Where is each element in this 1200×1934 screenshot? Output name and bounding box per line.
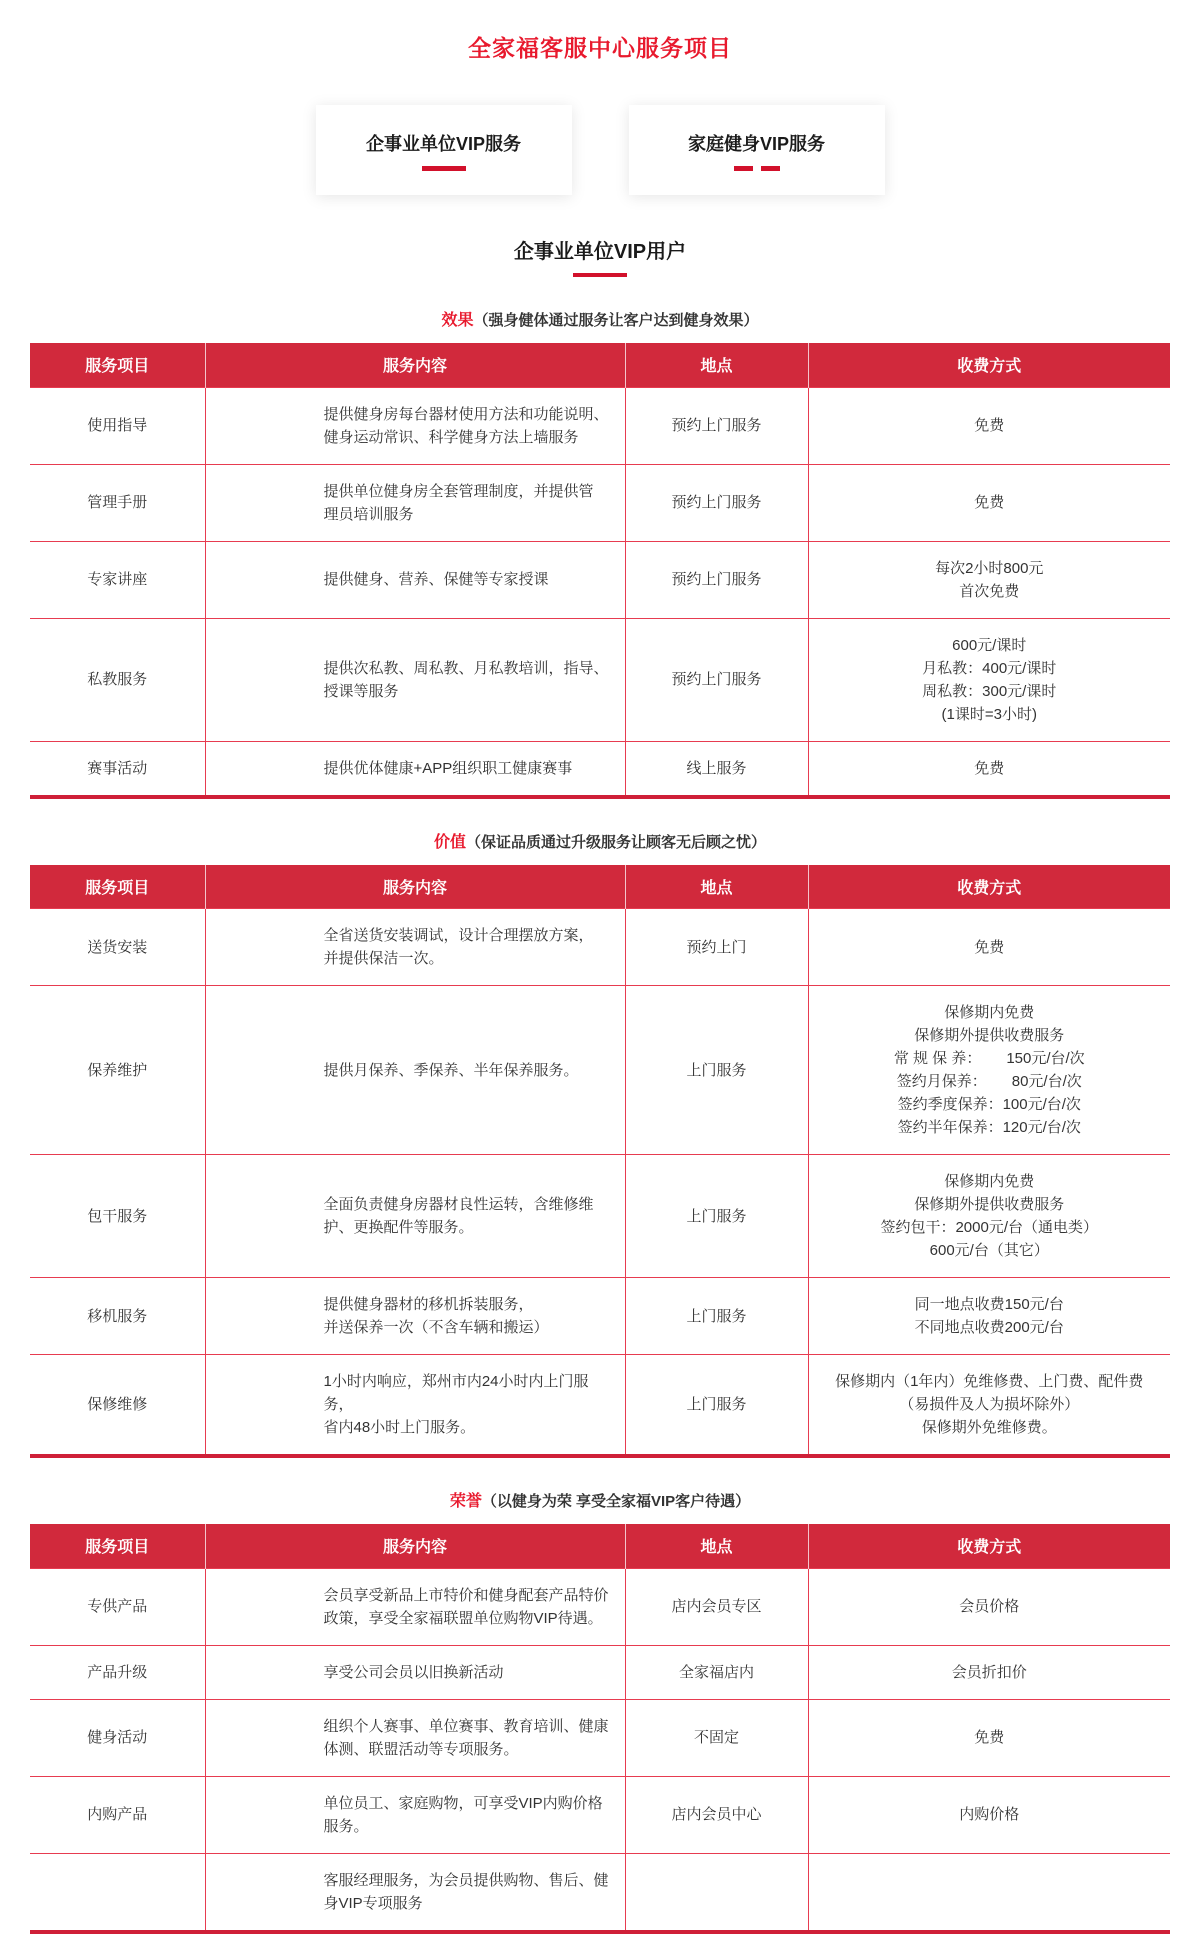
table-row — [30, 1568, 1170, 1645]
cell-content — [205, 1776, 625, 1853]
cell-item: 内购产品 — [30, 1776, 205, 1853]
cell-location: 上门服务 — [625, 986, 808, 1155]
cell-content — [205, 986, 625, 1155]
cell-item: 产品升级 — [30, 1645, 205, 1699]
table-header-row — [30, 865, 1170, 909]
tables — [0, 307, 1200, 1934]
fee-line: 免费 — [974, 759, 1005, 777]
cell-item: 专家讲座 — [30, 541, 205, 618]
section-subtitle: （以健身为荣 享受全家福VIP客户待遇） — [481, 1493, 751, 1510]
fee-line: 会员折扣价 — [951, 1663, 1027, 1681]
inactive-tab-underline — [734, 166, 780, 171]
content-line: 健身运动常识、科学健身方法上墙服务 — [323, 428, 579, 446]
tab-label: 企事业单位VIP服务 — [365, 133, 521, 154]
table-row — [30, 741, 1170, 797]
section-subtitle: （保证品质通过升级服务让顾客无后顾之忧） — [466, 833, 767, 851]
fee-line: 会员价格 — [959, 1598, 1020, 1615]
cell-location: 预约上门 — [625, 909, 808, 986]
table-header-cell: 服务内容 — [205, 1524, 625, 1568]
cell-content — [205, 1355, 625, 1457]
fee-line: 签约半年保养：120元/台/次 — [897, 1119, 1081, 1136]
table-row — [30, 1278, 1170, 1355]
cell-content — [205, 1278, 625, 1355]
section-label — [0, 307, 1200, 330]
service-table — [30, 343, 1170, 799]
content-line: 授课等服务 — [323, 682, 399, 700]
fee-line: 600元/台（其它） — [929, 1242, 1049, 1259]
fee-line: 常 规 保 养： 150元/台/次 — [893, 1050, 1085, 1067]
cell-item: 专供产品 — [30, 1568, 205, 1645]
cell-location: 不固定 — [625, 1699, 808, 1776]
content-line: 提供次私教、周私教、月私教培训，指导、 — [323, 659, 609, 677]
table-row — [30, 387, 1170, 464]
cell-fee — [808, 464, 1170, 541]
cell-content — [205, 1568, 625, 1645]
cell-fee — [808, 1699, 1170, 1776]
fee-line: 内购价格 — [959, 1806, 1020, 1823]
section-subtitle: （强身健体通过服务让客户达到健身效果） — [473, 312, 759, 329]
cell-item: 使用指导 — [30, 387, 205, 464]
content-line: 体测、联盟活动等专项服务。 — [323, 1740, 519, 1758]
active-tab-underline — [422, 166, 466, 171]
fee-line: 每次2小时800元 — [935, 559, 1044, 577]
cell-item: 管理手册 — [30, 464, 205, 541]
content-line: 理员培训服务 — [323, 505, 414, 523]
cell-location — [625, 1853, 808, 1932]
main-title-underline — [573, 273, 627, 277]
cell-content — [205, 1155, 625, 1278]
fee-line: (1课时=3小时) — [941, 705, 1037, 723]
fee-line: 保修期外免维修费。 — [921, 1419, 1057, 1436]
table-header-cell: 地点 — [625, 865, 808, 909]
content-line: 提供健身、营养、保健等专家授课 — [323, 571, 549, 588]
main-section-header — [0, 235, 1200, 277]
cell-item: 包干服务 — [30, 1155, 205, 1278]
page-title: 全家福客服中心服务项目 — [468, 35, 732, 61]
fee-line: 同一地点收费150元/台 — [914, 1296, 1064, 1313]
content-line: 护、更换配件等服务。 — [323, 1219, 474, 1236]
content-line: 全面负责健身房器材良性运转，含维修维 — [323, 1196, 594, 1213]
table-row — [30, 1776, 1170, 1853]
table-row — [30, 464, 1170, 541]
cell-fee — [808, 1645, 1170, 1699]
cell-fee — [808, 1568, 1170, 1645]
cell-item — [30, 1853, 205, 1932]
cell-item: 赛事活动 — [30, 741, 205, 797]
fee-line: 月私教：400元/课时 — [922, 659, 1057, 677]
section-name: 效果 — [441, 312, 474, 329]
content-line: 享受公司会员以旧换新活动 — [323, 1663, 504, 1681]
table-row — [30, 1699, 1170, 1776]
cell-fee — [808, 541, 1170, 618]
section-name: 荣誉 — [449, 1493, 482, 1510]
content-line: 1小时内响应，郑州市内24小时内上门服务， — [323, 1373, 589, 1413]
section-name: 价值 — [433, 833, 466, 851]
content-line: 并送保养一次（不含车辆和搬运） — [323, 1319, 549, 1336]
cell-fee — [808, 1278, 1170, 1355]
table-header-cell: 收费方式 — [808, 1524, 1170, 1568]
tab-label: 家庭健身VIP服务 — [687, 133, 825, 154]
fee-line: 不同地点收费200元/台 — [914, 1319, 1064, 1336]
fee-line: 首次免费 — [959, 582, 1020, 600]
cell-location: 上门服务 — [625, 1355, 808, 1457]
table-header-cell: 地点 — [625, 343, 808, 387]
cell-location: 预约上门服务 — [625, 541, 808, 618]
cell-location: 上门服务 — [625, 1155, 808, 1278]
cell-location: 线上服务 — [625, 741, 808, 797]
table-header-cell: 收费方式 — [808, 343, 1170, 387]
cell-fee — [808, 387, 1170, 464]
cell-location: 预约上门服务 — [625, 464, 808, 541]
cell-location: 上门服务 — [625, 1278, 808, 1355]
table-header-cell: 服务项目 — [30, 865, 205, 909]
cell-fee — [808, 909, 1170, 986]
content-line: 提供单位健身房全套管理制度，并提供管 — [323, 482, 594, 500]
content-line: 会员享受新品上市特价和健身配套产品特价 — [323, 1586, 609, 1604]
content-line: 提供健身房每台器材使用方法和功能说明、 — [323, 405, 609, 423]
table-header-row — [30, 1524, 1170, 1568]
cell-content — [205, 387, 625, 464]
content-line: 单位员工、家庭购物，可享受VIP内购价格服务。 — [323, 1794, 603, 1835]
table-row — [30, 618, 1170, 741]
cell-location: 预约上门服务 — [625, 387, 808, 464]
cell-item: 保养维护 — [30, 986, 205, 1155]
table-header-cell: 收费方式 — [808, 865, 1170, 909]
cell-location: 预约上门服务 — [625, 618, 808, 741]
fee-line: （易损件及人为损坏除外） — [899, 1396, 1080, 1413]
fee-line: 保修期外提供收费服务 — [914, 1027, 1065, 1044]
main-section-title: 企事业单位VIP用户 — [513, 241, 687, 263]
cell-fee — [808, 1155, 1170, 1278]
table-row — [30, 541, 1170, 618]
cell-location: 店内会员专区 — [625, 1568, 808, 1645]
cell-content — [205, 541, 625, 618]
content-line: 组织个人赛事、单位赛事、教育培训、健康 — [323, 1717, 609, 1735]
content-line: 客服经理服务，为会员提供购物、售后、健 — [323, 1871, 609, 1889]
tab-enterprise-vip[interactable] — [316, 105, 572, 195]
cell-location: 店内会员中心 — [625, 1776, 808, 1853]
table-row — [30, 909, 1170, 986]
cell-content — [205, 741, 625, 797]
table-header-cell: 地点 — [625, 1524, 808, 1568]
cell-fee — [808, 741, 1170, 797]
table-row — [30, 986, 1170, 1155]
table-row — [30, 1853, 1170, 1932]
table-row — [30, 1155, 1170, 1278]
cell-content — [205, 464, 625, 541]
fee-line: 保修期内（1年内）免维修费、上门费、配件费 — [835, 1373, 1144, 1390]
cell-fee — [808, 1355, 1170, 1457]
table-header-row — [30, 343, 1170, 387]
cell-fee — [808, 1776, 1170, 1853]
fee-line: 保修期外提供收费服务 — [914, 1196, 1065, 1213]
cell-content — [205, 618, 625, 741]
cell-item: 健身活动 — [30, 1699, 205, 1776]
table-header-cell: 服务内容 — [205, 865, 625, 909]
section-label — [0, 829, 1200, 852]
cell-fee — [808, 1853, 1170, 1932]
fee-line: 保修期内免费 — [944, 1173, 1035, 1190]
cell-item: 移机服务 — [30, 1278, 205, 1355]
cell-content — [205, 1853, 625, 1932]
table-header-cell: 服务内容 — [205, 343, 625, 387]
service-table — [30, 865, 1170, 1459]
cell-item: 保修维修 — [30, 1355, 205, 1457]
content-line: 政策，享受全家福联盟单位购物VIP待遇。 — [323, 1609, 603, 1627]
content-line: 省内48小时上门服务。 — [323, 1419, 476, 1436]
cell-content — [205, 1699, 625, 1776]
cell-location: 全家福店内 — [625, 1645, 808, 1699]
cell-item: 私教服务 — [30, 618, 205, 741]
table-header-cell: 服务项目 — [30, 343, 205, 387]
fee-line: 免费 — [974, 938, 1005, 956]
table-row — [30, 1645, 1170, 1699]
content-line: 提供健身器材的移机拆装服务， — [323, 1296, 534, 1313]
fee-line: 签约季度保养：100元/台/次 — [897, 1096, 1081, 1113]
fee-line: 600元/课时 — [952, 636, 1027, 654]
table-header-cell: 服务项目 — [30, 1524, 205, 1568]
service-table — [30, 1524, 1170, 1934]
tab-family-fitness-vip[interactable] — [629, 105, 885, 195]
cell-fee — [808, 618, 1170, 741]
fee-line: 免费 — [974, 417, 1005, 434]
cell-item: 送货安装 — [30, 909, 205, 986]
cell-content — [205, 1645, 625, 1699]
content-line: 身VIP专项服务 — [323, 1894, 423, 1912]
cell-fee — [808, 986, 1170, 1155]
fee-line: 免费 — [974, 494, 1005, 511]
section-label — [0, 1488, 1200, 1511]
fee-line: 签约包干：2000元/台（通电类） — [880, 1219, 1099, 1236]
content-line: 全省送货安装调试，设计合理摆放方案， — [323, 927, 594, 944]
fee-line: 保修期内免费 — [944, 1004, 1035, 1021]
fee-line: 周私教：300元/课时 — [922, 682, 1057, 700]
content-line: 并提供保洁一次。 — [323, 950, 444, 967]
fee-line: 免费 — [974, 1729, 1005, 1746]
cell-content — [205, 909, 625, 986]
table-row — [30, 1355, 1170, 1457]
content-line: 提供月保养、季保养、半年保养服务。 — [323, 1061, 579, 1079]
tab-bar — [0, 105, 1200, 195]
content-line: 提供优体健康+APP组织职工健康赛事 — [323, 759, 573, 777]
fee-line: 签约月保养： 80元/台/次 — [896, 1073, 1082, 1090]
